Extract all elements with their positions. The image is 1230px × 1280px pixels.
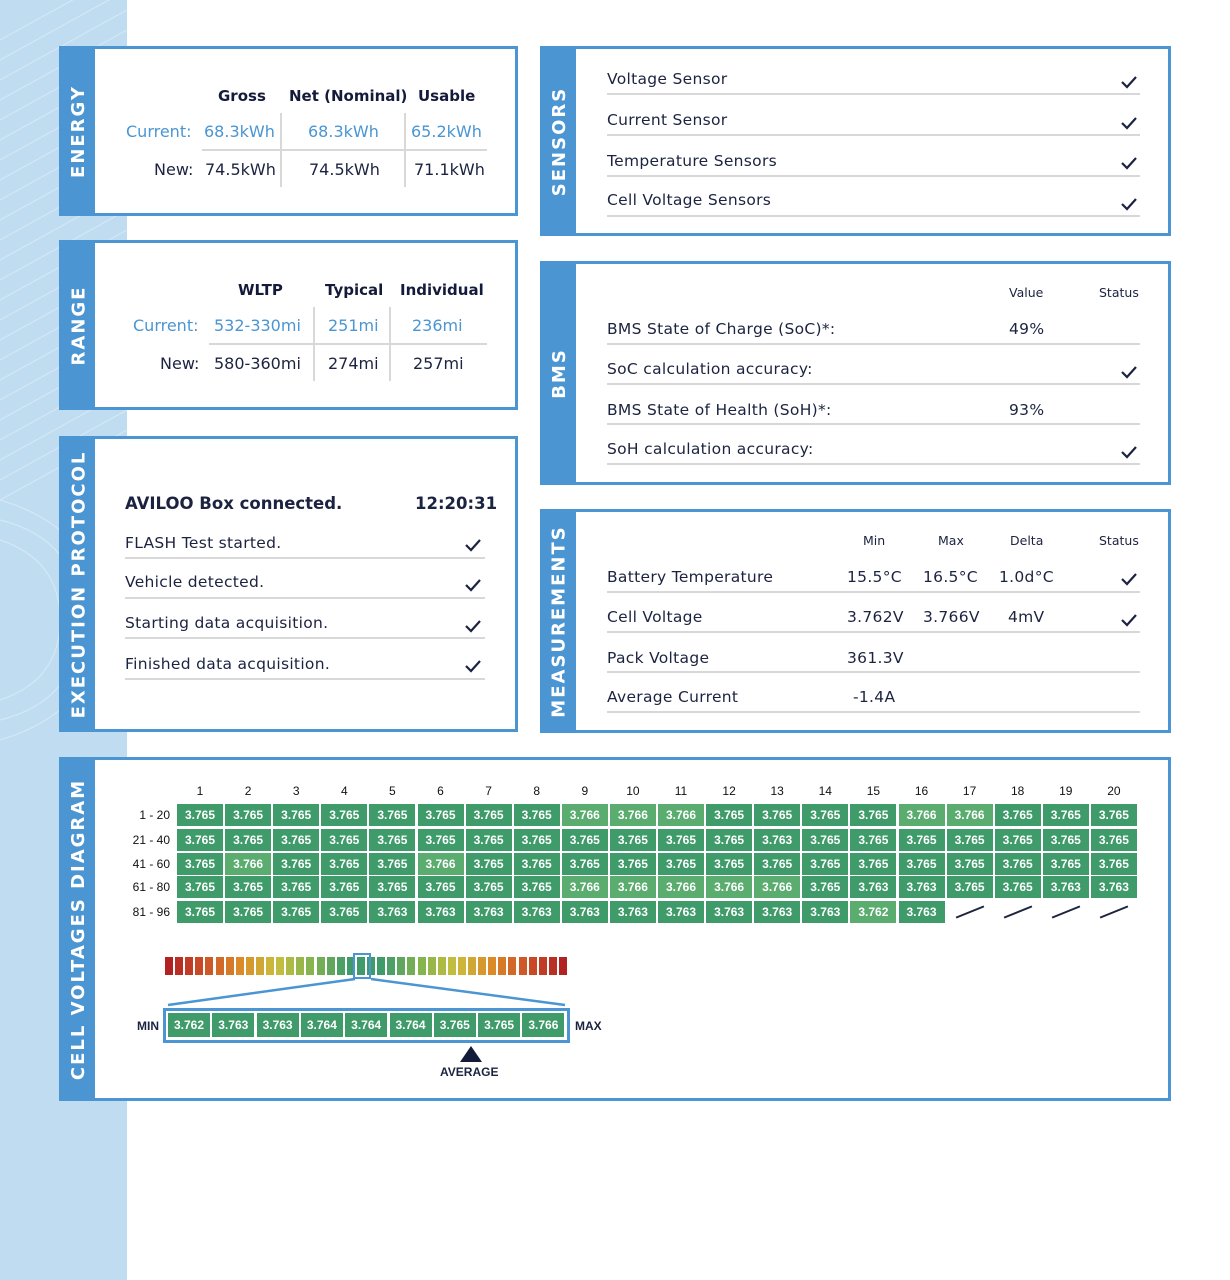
- gradient-segment: [428, 957, 436, 975]
- sensor-divider: [607, 175, 1140, 177]
- energy-panel-label: ENERGY: [62, 49, 95, 213]
- gradient-segment: [559, 957, 567, 975]
- cell-voltage: 3.765: [754, 804, 800, 826]
- energy-new-label: New:: [154, 160, 194, 179]
- row-label: 81 - 96: [132, 905, 170, 919]
- bms-divider: [607, 383, 1140, 385]
- execution-protocol-panel-label: EXECUTION PROTOCOL: [62, 439, 95, 729]
- execution-divider: [125, 678, 485, 680]
- gradient-segment: [216, 957, 224, 975]
- cell-voltage: 3.765: [225, 876, 271, 898]
- sensor-item: Voltage Sensor: [607, 70, 728, 88]
- cell-voltage: 3.765: [321, 876, 367, 898]
- scale-cell: 3.762: [168, 1013, 210, 1037]
- cell-voltage: 3.763: [754, 901, 800, 923]
- check-icon: [1121, 197, 1137, 211]
- cell-voltage: 3.763: [562, 901, 608, 923]
- gradient-segment: [397, 957, 405, 975]
- cell-voltage: 3.765: [899, 829, 945, 851]
- gradient-segment: [165, 957, 173, 975]
- cell-voltage: 3.765: [514, 829, 560, 851]
- row-label: 1 - 20: [139, 808, 170, 822]
- cell-voltage: 3.765: [995, 853, 1041, 875]
- cell-voltage: 3.765: [610, 829, 656, 851]
- gradient-segment: [418, 957, 426, 975]
- cell-voltage: 3.765: [177, 876, 223, 898]
- gradient-segment: [458, 957, 466, 975]
- range-panel: [59, 240, 518, 410]
- cell-voltage: 3.763: [418, 901, 464, 923]
- column-number: 1: [196, 784, 204, 798]
- energy-current-label: Current:: [126, 122, 192, 141]
- cell-voltage: 3.765: [706, 829, 752, 851]
- gradient-segment: [226, 957, 234, 975]
- energy-current-net: 68.3kWh: [308, 122, 379, 141]
- cell-voltage: 3.765: [177, 829, 223, 851]
- cell-voltage: 3.763: [514, 901, 560, 923]
- column-number: 2: [244, 784, 252, 798]
- execution-time: 12:20:31: [415, 494, 498, 513]
- cell-voltage: 3.763: [706, 901, 752, 923]
- range-col-divider-2: [389, 307, 391, 381]
- execution-step: Starting data acquisition.: [125, 614, 329, 632]
- sensors-panel: [540, 46, 1171, 236]
- cell-voltage: 3.766: [658, 804, 704, 826]
- energy-new-usable: 71.1kWh: [414, 160, 485, 179]
- measurements-min-header: Min: [863, 533, 886, 548]
- cell-voltage: 3.765: [225, 901, 271, 923]
- gradient-segment: [296, 957, 304, 975]
- sensor-item: Current Sensor: [607, 111, 728, 129]
- cell-voltage: 3.765: [466, 804, 512, 826]
- check-icon: [465, 659, 481, 673]
- cell-voltage: 3.765: [850, 829, 896, 851]
- bms-status-header: Status: [1099, 285, 1139, 300]
- gradient-segment: [236, 957, 244, 975]
- gradient-segment: [387, 957, 395, 975]
- energy-new-gross: 74.5kWh: [205, 160, 276, 179]
- measurement-min: -1.4A: [853, 688, 896, 706]
- cell-voltage: 3.765: [802, 876, 848, 898]
- cell-voltage: 3.766: [899, 804, 945, 826]
- column-number: 13: [770, 784, 784, 798]
- check-icon: [1121, 613, 1137, 627]
- cell-voltage: 3.765: [273, 901, 319, 923]
- cell-voltage: 3.765: [418, 804, 464, 826]
- cell-voltage: 3.763: [899, 876, 945, 898]
- cell-voltage: 3.763: [658, 901, 704, 923]
- cell-voltage: 3.766: [610, 876, 656, 898]
- check-icon: [1121, 365, 1137, 379]
- execution-step: Vehicle detected.: [125, 573, 265, 591]
- bms-row-value: 49%: [1009, 320, 1045, 338]
- bms-row-label: BMS State of Charge (SoC)*:: [607, 320, 836, 338]
- cell-voltage: 3.765: [514, 804, 560, 826]
- row-label: 41 - 60: [132, 857, 170, 871]
- cell-voltage: 3.765: [1091, 804, 1137, 826]
- cell-voltage: 3.763: [899, 901, 945, 923]
- cell-voltage: 3.762: [850, 901, 896, 923]
- check-icon: [465, 578, 481, 592]
- range-header-typical: Typical: [325, 281, 384, 299]
- range-current-individual: 236mi: [412, 316, 463, 335]
- cell-voltage: 3.766: [418, 853, 464, 875]
- measurement-min: 15.5°C: [847, 568, 902, 586]
- cell-voltage: 3.765: [658, 829, 704, 851]
- column-number: 14: [818, 784, 832, 798]
- cell-voltage: 3.765: [1043, 829, 1089, 851]
- cell-voltage: 3.765: [321, 853, 367, 875]
- check-icon: [1121, 156, 1137, 170]
- gradient-segment: [377, 957, 385, 975]
- gradient-segment: [266, 957, 274, 975]
- cell-voltage: 3.765: [225, 829, 271, 851]
- column-number: 18: [1011, 784, 1025, 798]
- execution-step: FLASH Test started.: [125, 534, 282, 552]
- cell-voltage: 3.765: [562, 853, 608, 875]
- gradient-segment: [407, 957, 415, 975]
- column-number: 15: [866, 784, 881, 798]
- gradient-segment: [185, 957, 193, 975]
- cell-voltage: 3.763: [850, 876, 896, 898]
- cell-voltage: 3.765: [177, 853, 223, 875]
- check-icon: [465, 538, 481, 552]
- check-icon: [1121, 572, 1137, 586]
- scale-cell: 3.766: [522, 1013, 564, 1037]
- scale-cell: 3.764: [390, 1013, 432, 1037]
- cell-voltage: 3.765: [418, 876, 464, 898]
- measurement-max: 3.766V: [923, 608, 980, 626]
- column-number: 16: [914, 784, 929, 798]
- cell-voltage: 3.765: [802, 853, 848, 875]
- bms-row-label: SoH calculation accuracy:: [607, 440, 814, 458]
- cell-voltage: 3.765: [802, 829, 848, 851]
- cell-voltage: 3.765: [321, 804, 367, 826]
- cell-voltage: 3.765: [995, 829, 1041, 851]
- cell-voltage: 3.765: [802, 804, 848, 826]
- cell-voltage: 3.766: [225, 853, 271, 875]
- bms-row-value: 93%: [1009, 401, 1045, 419]
- energy-current-gross: 68.3kWh: [204, 122, 275, 141]
- execution-protocol-panel: [59, 436, 518, 732]
- gradient-segment: [175, 957, 183, 975]
- cell-voltage: 3.766: [754, 876, 800, 898]
- scale-cell: 3.765: [434, 1013, 476, 1037]
- gradient-segment: [256, 957, 264, 975]
- gradient-segment: [306, 957, 314, 975]
- cell-voltages-panel-label: CELL VOLTAGES DIAGRAM: [62, 760, 95, 1098]
- check-icon: [1121, 445, 1137, 459]
- cell-voltage: 3.765: [321, 901, 367, 923]
- cell-voltage: 3.765: [947, 876, 993, 898]
- check-icon: [1121, 116, 1137, 130]
- measurement-delta: 1.0d°C: [999, 568, 1054, 586]
- cell-voltage: 3.765: [1043, 853, 1089, 875]
- measurement-divider: [607, 711, 1140, 713]
- scale-cell: 3.764: [345, 1013, 387, 1037]
- measurements-delta-header: Delta: [1010, 533, 1044, 548]
- gradient-segment: [508, 957, 516, 975]
- cell-voltage: 3.765: [466, 853, 512, 875]
- range-current-label: Current:: [133, 316, 199, 335]
- cell-voltage: 3.765: [850, 804, 896, 826]
- energy-new-net: 74.5kWh: [309, 160, 380, 179]
- cell-voltage: 3.765: [562, 829, 608, 851]
- range-header-wltp: WLTP: [238, 281, 283, 299]
- measurement-label: Average Current: [607, 688, 739, 706]
- cell-voltage: 3.765: [754, 853, 800, 875]
- column-number: 9: [581, 784, 589, 798]
- measurement-min: 361.3V: [847, 649, 904, 667]
- sensor-divider: [607, 93, 1140, 95]
- cell-voltage: 3.766: [706, 876, 752, 898]
- gradient-segment: [519, 957, 527, 975]
- measurement-max: 16.5°C: [923, 568, 978, 586]
- scale-cell: 3.765: [478, 1013, 520, 1037]
- row-label: 21 - 40: [132, 833, 170, 847]
- cell-voltage: 3.765: [1091, 829, 1137, 851]
- column-number: 19: [1059, 784, 1073, 798]
- cell-voltage: 3.765: [514, 876, 560, 898]
- gradient-segment: [448, 957, 456, 975]
- gradient-segment: [549, 957, 557, 975]
- sensor-divider: [607, 134, 1140, 136]
- execution-divider: [125, 597, 485, 599]
- gradient-segment: [337, 957, 345, 975]
- energy-row-divider: [202, 149, 487, 151]
- gradient-segment: [276, 957, 284, 975]
- range-new-individual: 257mi: [413, 354, 464, 373]
- cell-voltage: 3.765: [899, 853, 945, 875]
- measurements-max-header: Max: [938, 533, 964, 548]
- gradient-segment: [317, 957, 325, 975]
- cell-voltage: 3.765: [706, 853, 752, 875]
- cell-voltage: 3.763: [754, 829, 800, 851]
- execution-divider: [125, 557, 485, 559]
- measurement-divider: [607, 631, 1140, 633]
- cell-voltage: 3.765: [706, 804, 752, 826]
- column-number: 17: [962, 784, 977, 798]
- cell-voltage: 3.763: [802, 901, 848, 923]
- gradient-segment: [488, 957, 496, 975]
- range-current-wltp: 532-330mi: [214, 316, 301, 335]
- sensor-divider: [607, 215, 1140, 217]
- energy-header-gross: Gross: [218, 87, 266, 105]
- column-number: 4: [340, 784, 348, 798]
- range-header-individual: Individual: [400, 281, 484, 299]
- range-new-label: New:: [160, 354, 200, 373]
- range-current-typical: 251mi: [328, 316, 379, 335]
- gradient-segment: [529, 957, 537, 975]
- check-icon: [465, 619, 481, 633]
- cell-voltage: 3.765: [995, 876, 1041, 898]
- energy-col-divider-1: [280, 113, 282, 187]
- cell-voltage: 3.766: [610, 804, 656, 826]
- range-panel-label: RANGE: [62, 243, 95, 407]
- bms-divider: [607, 423, 1140, 425]
- measurement-label: Cell Voltage: [607, 608, 703, 626]
- column-number: 11: [674, 784, 688, 798]
- energy-panel: [59, 46, 518, 216]
- bms-row-label: SoC calculation accuracy:: [607, 360, 813, 378]
- scale-cell: 3.763: [212, 1013, 254, 1037]
- row-label: 61 - 80: [132, 880, 170, 894]
- column-number: 10: [626, 784, 640, 798]
- cell-voltage: 3.765: [273, 829, 319, 851]
- energy-header-usable: Usable: [418, 87, 476, 105]
- cell-voltage: 3.765: [466, 876, 512, 898]
- gradient-segment: [438, 957, 446, 975]
- scale-cell: 3.763: [257, 1013, 299, 1037]
- measurement-divider: [607, 671, 1140, 673]
- gradient-segment: [539, 957, 547, 975]
- gradient-segment: [246, 957, 254, 975]
- scale-cell: 3.764: [301, 1013, 343, 1037]
- average-marker-icon: [459, 1045, 483, 1063]
- check-icon: [1121, 75, 1137, 89]
- gradient-segment: [478, 957, 486, 975]
- sensor-item: Temperature Sensors: [607, 152, 778, 170]
- measurements-panel-label: MEASUREMENTS: [543, 512, 576, 730]
- gradient-segment: [205, 957, 213, 975]
- execution-title: AVILOO Box connected.: [125, 494, 343, 513]
- cell-voltage: 3.765: [418, 829, 464, 851]
- cell-voltage: 3.766: [947, 804, 993, 826]
- cell-voltage: 3.765: [177, 901, 223, 923]
- range-row-divider: [209, 343, 487, 345]
- column-number: 12: [722, 784, 736, 798]
- cell-voltage: 3.765: [369, 829, 415, 851]
- column-number: 5: [389, 784, 396, 798]
- cell-voltage: 3.765: [466, 829, 512, 851]
- scale-min-label: MIN: [137, 1019, 159, 1033]
- bms-row-label: BMS State of Health (SoH)*:: [607, 401, 832, 419]
- bms-value-header: Value: [1009, 285, 1044, 300]
- cell-voltage: 3.765: [610, 853, 656, 875]
- cell-voltage: 3.765: [321, 829, 367, 851]
- gradient-segment: [468, 957, 476, 975]
- cell-voltage: 3.765: [1091, 853, 1137, 875]
- measurement-min: 3.762V: [847, 608, 904, 626]
- scale-max-label: MAX: [575, 1019, 602, 1033]
- range-new-typical: 274mi: [328, 354, 379, 373]
- cell-voltage: 3.765: [369, 853, 415, 875]
- execution-divider: [125, 637, 485, 639]
- execution-step: Finished data acquisition.: [125, 655, 331, 673]
- cell-voltage: 3.765: [177, 804, 223, 826]
- cell-voltage: 3.765: [273, 804, 319, 826]
- cell-voltage: 3.765: [369, 876, 415, 898]
- bms-panel-label: BMS: [543, 264, 576, 482]
- measurement-label: Pack Voltage: [607, 649, 710, 667]
- measurements-status-header: Status: [1099, 533, 1139, 548]
- cell-voltage: 3.766: [562, 876, 608, 898]
- measurements-panel: [540, 509, 1171, 733]
- cell-voltage: 3.766: [562, 804, 608, 826]
- cell-voltage: 3.765: [369, 804, 415, 826]
- cell-voltage: 3.763: [466, 901, 512, 923]
- gradient-segment: [327, 957, 335, 975]
- bms-divider: [607, 463, 1140, 465]
- gradient-segment: [498, 957, 506, 975]
- cell-voltage: 3.765: [273, 876, 319, 898]
- range-new-wltp: 580-360mi: [214, 354, 301, 373]
- cell-voltage: 3.765: [947, 829, 993, 851]
- column-number: 8: [533, 784, 541, 798]
- gradient-segment: [286, 957, 294, 975]
- cell-voltage: 3.765: [514, 853, 560, 875]
- cell-voltage: 3.763: [1091, 876, 1137, 898]
- column-number: 6: [437, 784, 444, 798]
- sensor-item: Cell Voltage Sensors: [607, 191, 772, 209]
- bms-divider: [607, 343, 1140, 345]
- cell-voltage: 3.765: [225, 804, 271, 826]
- energy-header-net: Net (Nominal): [289, 87, 408, 105]
- measurement-delta: 4mV: [1008, 608, 1045, 626]
- measurement-divider: [607, 591, 1140, 593]
- cell-voltage: 3.766: [658, 876, 704, 898]
- cell-voltage: 3.765: [273, 853, 319, 875]
- measurement-label: Battery Temperature: [607, 568, 774, 586]
- cell-voltage: 3.765: [995, 804, 1041, 826]
- cell-voltage: 3.765: [1043, 804, 1089, 826]
- energy-current-usable: 65.2kWh: [411, 122, 482, 141]
- sensors-panel-label: SENSORS: [543, 49, 576, 233]
- average-label: AVERAGE: [440, 1065, 499, 1079]
- column-number: 7: [485, 784, 492, 798]
- column-number: 3: [292, 784, 300, 798]
- range-col-divider-1: [313, 307, 315, 381]
- gradient-segment: [195, 957, 203, 975]
- energy-col-divider-2: [404, 113, 406, 187]
- cell-voltage: 3.763: [369, 901, 415, 923]
- cell-voltage: 3.765: [658, 853, 704, 875]
- cell-voltage: 3.763: [1043, 876, 1089, 898]
- bms-panel: [540, 261, 1171, 485]
- cell-voltage: 3.765: [850, 853, 896, 875]
- cell-voltage: 3.765: [947, 853, 993, 875]
- column-number: 20: [1107, 784, 1121, 798]
- cell-voltage: 3.763: [610, 901, 656, 923]
